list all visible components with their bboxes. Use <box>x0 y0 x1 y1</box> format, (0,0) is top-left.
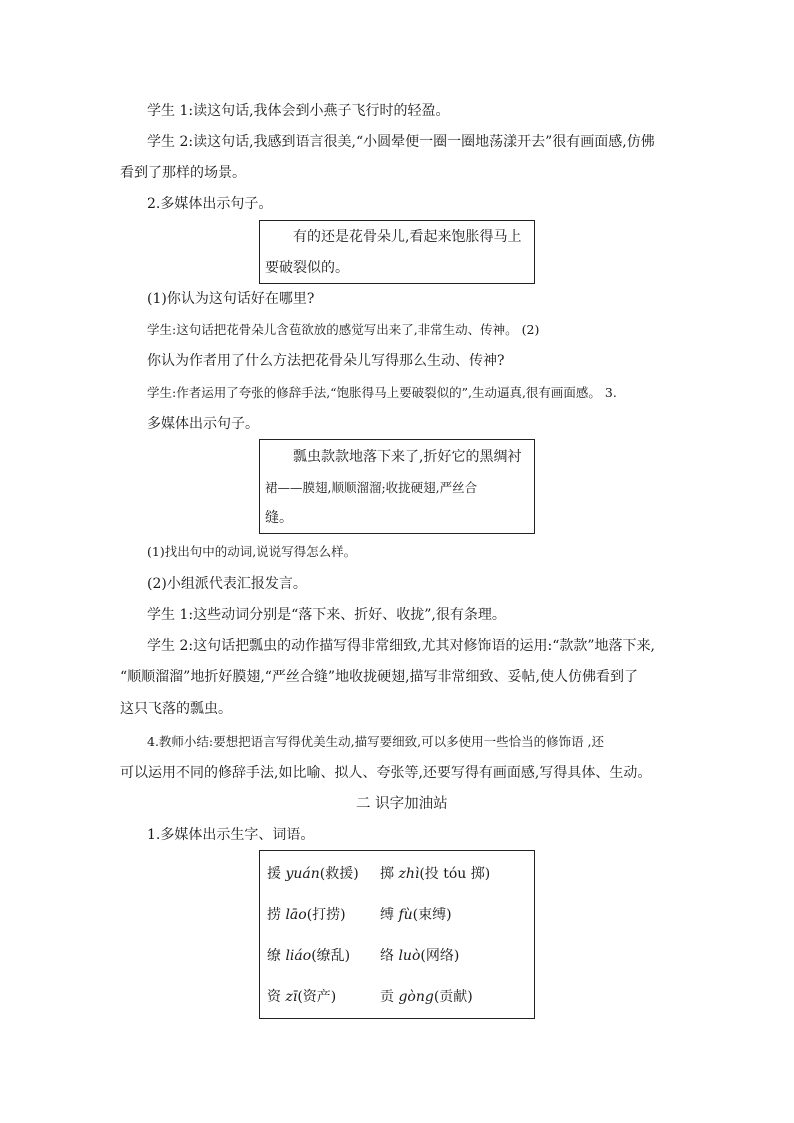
vocab-item: 缚 fù(束缚) <box>380 907 452 923</box>
teacher-summary-line1: 4.教师小结:要想把语言写得优美生动,描写要细致,可以多使用一些恰当的修饰语 ,还 <box>147 734 605 749</box>
quote-box-flower-line1: 有的还是花骨朵儿,看起来饱胀得马上 <box>293 229 522 245</box>
quote-box-ladybug-line3: 缝。 <box>265 510 293 526</box>
quote-box-ladybug-line2: 裙——膜翅,顺顺溜溜;收拢硬翅,严丝合 <box>265 480 478 495</box>
question-2: 你认为作者用了什么方法把花骨朵儿写得那么生动、传神? <box>147 353 505 369</box>
question-3: (1)找出句中的动词,说说写得怎么样。 <box>147 544 357 559</box>
question-4: (2)小组派代表汇报发言。 <box>147 576 307 592</box>
vocab-box <box>259 850 535 1019</box>
paragraph-student2-line1: 学生 2:读这句话,我感到语言很美,“小圆晕便一圈一圈地荡漾开去”很有画面感,仿佛 <box>147 134 655 150</box>
vocab-item: 资 zī(资产) <box>267 989 337 1005</box>
step-3-heading: 多媒体出示句子。 <box>147 416 259 432</box>
vocab-intro: 1.多媒体出示生字、词语。 <box>147 827 315 843</box>
quote-box-ladybug <box>259 439 535 534</box>
section-title: 二 识字加油站 <box>356 796 448 812</box>
answer-2: 学生:作者运用了夸张的修辞手法,“饱胀得马上要破裂似的”,生动逼真,很有画面感。 3. <box>147 385 617 400</box>
paragraph-student2-line2: 看到了那样的场景。 <box>120 165 246 181</box>
student2-answer-line2: “顺顺溜溜”地折好膜翅,“严丝合缝”地收拢硬翅,描写非常细致、妥帖,使人仿佛看到了 <box>120 669 638 685</box>
paragraph-student1: 学生 1:读这句话,我体会到小燕子飞行时的轻盈。 <box>147 103 450 119</box>
student1-answer: 学生 1:这些动词分别是“落下来、折好、收拢”,很有条理。 <box>147 607 506 623</box>
student2-answer-line3: 这只飞落的瓢虫。 <box>120 701 232 717</box>
vocab-item: 援 yuán(救援) <box>267 866 359 882</box>
vocab-item: 贡 gòng(贡献) <box>380 989 473 1005</box>
quote-box-ladybug-line1: 瓢虫款款地落下来了,折好它的黑绸衬 <box>293 449 522 465</box>
vocab-item: 掷 zhì(投 tóu 掷) <box>380 866 491 882</box>
step-2-heading: 2.多媒体出示句子。 <box>147 196 273 212</box>
answer-1: 学生:这句话把花骨朵儿含苞欲放的感觉写出来了,非常生动、传神。 (2) <box>147 322 540 337</box>
question-1: (1)你认为这句话好在哪里? <box>147 291 315 307</box>
vocab-item: 捞 lāo(打捞) <box>267 907 346 923</box>
vocab-item: 络 luò(网络) <box>380 948 460 964</box>
quote-box-flower <box>259 220 535 284</box>
vocab-item: 缭 liáo(缭乱) <box>267 948 351 964</box>
student2-answer-line1: 学生 2:这句话把瓢虫的动作描写得非常细致,尤其对修饰语的运用:“款款”地落下来, <box>147 638 656 654</box>
quote-box-flower-line2: 要破裂似的。 <box>265 260 349 276</box>
teacher-summary-line2: 可以运用不同的修辞手法,如比喻、拟人、夸张等,还要写得有画面感,写得具体、生动。 <box>120 765 652 781</box>
